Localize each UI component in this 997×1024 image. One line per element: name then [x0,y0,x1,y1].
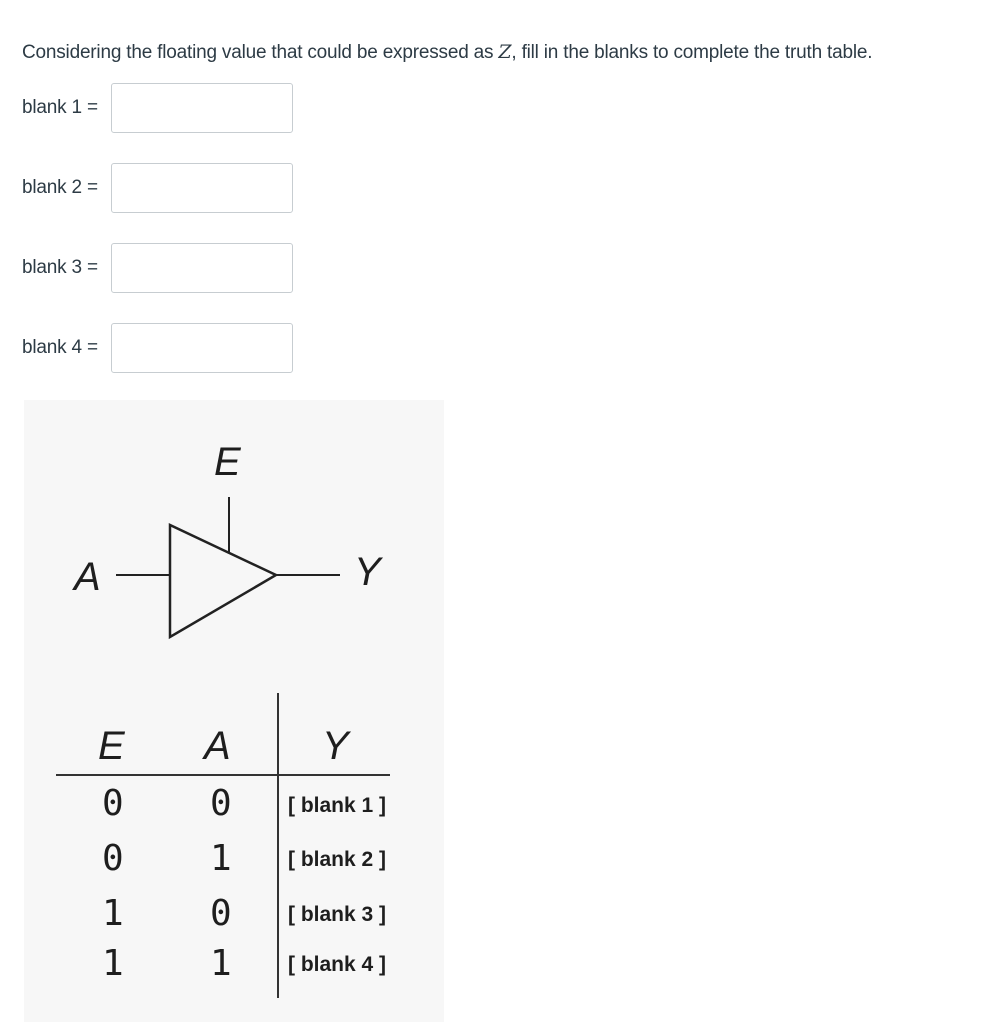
question-text-before: Considering the floating value that could be expressed as [22,42,499,63]
table-row-1-e: 0 [102,783,124,824]
tristate-buffer-figure [24,400,444,1022]
question-text-after: , fill in the blanks to complete the truth table. [511,42,873,63]
blank-2-label: blank 2 = [22,177,98,198]
blank-3-row [22,243,293,293]
blank-2-row [22,163,293,213]
table-header-a: A [204,724,231,768]
buffer-triangle [170,525,276,637]
blank-4-input[interactable] [111,323,293,373]
input-label: A [74,555,101,599]
output-label: Y [354,550,381,594]
table-header-y: Y [322,724,349,768]
blank-4-label: blank 4 = [22,337,98,358]
table-row-1-y: [ blank 1 ] [288,794,387,817]
blank-1-input[interactable] [111,83,293,133]
table-row-2-e: 0 [102,838,124,879]
enable-label: E [214,440,241,484]
question-variable-z: Z [498,41,512,63]
table-row-1-a: 0 [210,783,232,824]
table-row-3-y: [ blank 3 ] [288,903,387,926]
table-row-3-e: 1 [102,893,124,934]
blank-2-input[interactable] [111,163,293,213]
table-row-2-y: [ blank 2 ] [288,848,387,871]
figure-lines [24,400,444,1022]
blank-1-row [22,83,293,133]
table-row-4-e: 1 [102,943,124,984]
table-row-3-a: 0 [210,893,232,934]
question-text [22,38,987,67]
blank-3-input[interactable] [111,243,293,293]
blank-4-row [22,323,293,373]
table-row-2-a: 1 [210,838,232,879]
blank-3-label: blank 3 = [22,257,98,278]
table-header-e: E [98,724,125,768]
blank-1-label: blank 1 = [22,97,98,118]
table-row-4-y: [ blank 4 ] [288,953,387,976]
table-row-4-a: 1 [210,943,232,984]
